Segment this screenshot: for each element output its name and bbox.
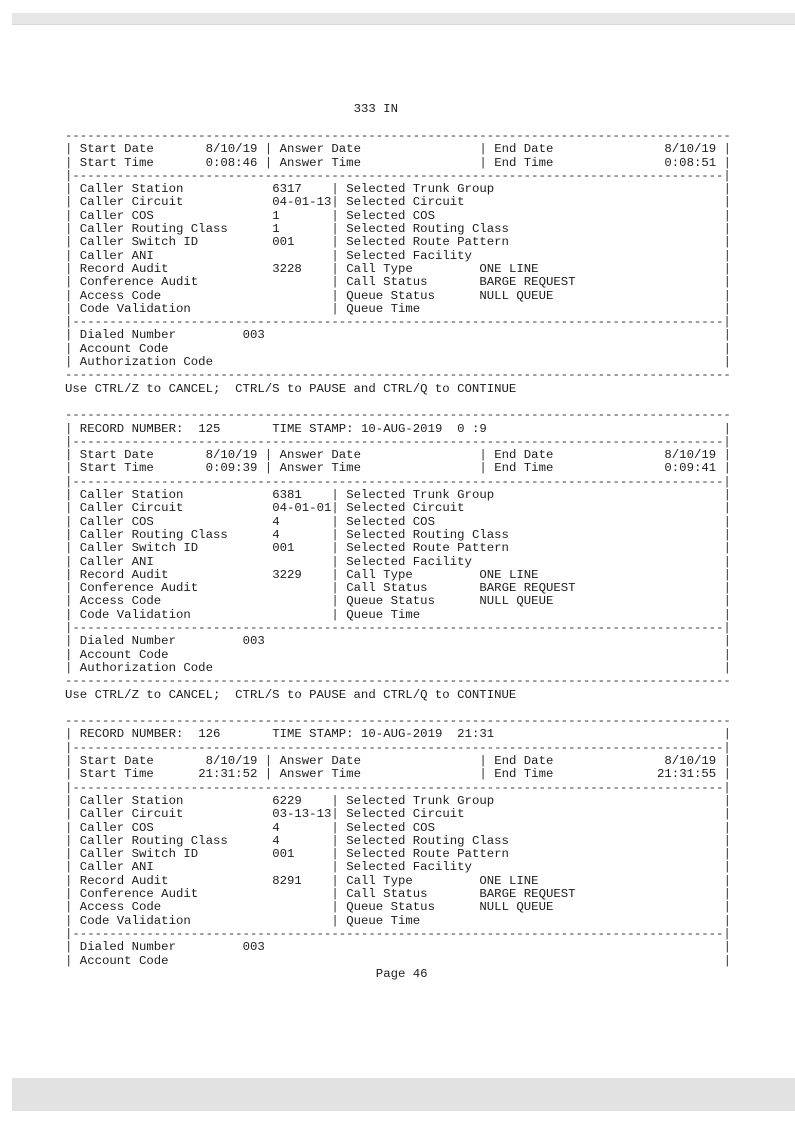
right-border: | (723, 328, 731, 343)
right-border: | (723, 594, 731, 609)
caller-field-label: Caller Switch ID (79, 235, 199, 250)
left-border: | (65, 155, 73, 170)
selected-field-label: Selected Trunk Group (346, 793, 495, 808)
right-border: | (723, 514, 731, 529)
caller-field-label: Caller COS (79, 820, 154, 835)
caller-circuit-value: 04-01-13 (272, 195, 332, 210)
column-divider: | (479, 767, 487, 782)
dashed-rule: |----------------------------------------------------------------------------------------| (65, 434, 731, 449)
selected-field-label: Call Type (346, 873, 413, 888)
column-divider: | (264, 448, 273, 463)
column-divider: | (331, 607, 339, 622)
left-border: | (65, 554, 73, 569)
end-time-label: End Time (494, 767, 554, 782)
caller-cos-value: 4 (272, 514, 280, 529)
caller-station-value: 6381 (272, 488, 302, 503)
left-border: | (65, 634, 73, 649)
column-divider: | (331, 195, 339, 210)
dashed-rule: ------------------------------------------------------------------------------------------ (65, 714, 731, 729)
caller-field-label: Caller ANI (79, 248, 154, 263)
left-border: | (65, 567, 73, 582)
selected-field-label: Selected Circuit (346, 807, 465, 822)
selected-field-label: Selected Facility (346, 248, 472, 263)
dashed-rule: ------------------------------------------------------------------------------------------ (65, 128, 731, 143)
left-border: | (65, 900, 73, 915)
right-border: | (723, 940, 731, 955)
column-divider: | (479, 448, 487, 463)
column-divider: | (331, 833, 339, 848)
selected-field-label: Queue Time (346, 607, 421, 622)
left-border: | (65, 887, 73, 902)
right-border: | (723, 913, 731, 928)
caller-field-label: Conference Audit (79, 581, 199, 596)
end-date-label: End Date (494, 448, 554, 463)
caller-field-label: Caller Routing Class (79, 833, 228, 848)
caller-cos-value: 1 (272, 208, 280, 223)
call-detail-report-page (65, 0, 765, 1123)
selected-field-label: Selected Facility (346, 860, 472, 875)
record-number-label: RECORD NUMBER: (79, 421, 184, 436)
right-border: | (723, 567, 731, 582)
dialed-number-value: 003 (242, 328, 265, 343)
end-date-value: 8/10/19 (664, 754, 717, 769)
authorization-code-label: Authorization Code (79, 355, 213, 370)
right-border: | (723, 647, 731, 662)
left-border: | (65, 581, 73, 596)
column-divider: | (331, 275, 339, 290)
start-time-value: 0:09:39 (205, 461, 258, 476)
right-border: | (723, 301, 731, 316)
right-border: | (723, 288, 731, 303)
caller-routing-class-value: 4 (272, 833, 280, 848)
record-audit-value: 8291 (272, 873, 302, 888)
start-date-label: Start Date (79, 142, 154, 157)
selected-field-label: Selected COS (346, 820, 435, 835)
column-divider: | (331, 527, 339, 542)
right-border: | (723, 541, 731, 556)
column-divider: | (331, 501, 339, 516)
start-time-label: Start Time (79, 461, 154, 476)
dialed-number-value: 003 (242, 940, 265, 955)
selected-field-label: Selected Trunk Group (346, 182, 495, 197)
left-border: | (65, 514, 73, 529)
dashed-rule: |----------------------------------------------------------------------------------------| (65, 621, 731, 636)
selected-field-label: Queue Time (346, 301, 421, 316)
column-divider: | (331, 182, 339, 197)
account-code-label: Account Code (79, 647, 169, 662)
dashed-rule: |----------------------------------------------------------------------------------------| (65, 315, 731, 330)
right-border: | (723, 793, 731, 808)
dashed-rule: |----------------------------------------------------------------------------------------| (65, 474, 731, 489)
left-border: | (65, 328, 73, 343)
column-divider: | (479, 754, 487, 769)
caller-circuit-value: 03-13-13 (272, 807, 332, 822)
right-border: | (723, 421, 731, 436)
answer-time-label: Answer Time (279, 155, 361, 170)
column-divider: | (331, 208, 339, 223)
column-divider: | (331, 900, 339, 915)
left-border: | (65, 767, 73, 782)
left-border: | (65, 660, 73, 675)
selected-field-label: Selected Routing Class (346, 222, 509, 237)
end-time-value: 0:09:41 (664, 461, 717, 476)
answer-date-label: Answer Date (279, 142, 361, 157)
record-audit-value: 3229 (272, 567, 302, 582)
queue-status-value: NULL QUEUE (479, 900, 554, 915)
right-border: | (723, 860, 731, 875)
caller-field-label: Caller ANI (79, 860, 154, 875)
dialed-number-label: Dialed Number (79, 940, 176, 955)
selected-field-label: Call Type (346, 261, 413, 276)
start-date-value: 8/10/19 (205, 754, 258, 769)
end-date-value: 8/10/19 (664, 448, 717, 463)
time-stamp-label: TIME STAMP: (272, 421, 354, 436)
left-border: | (65, 807, 73, 822)
call-status-value: BARGE REQUEST (479, 887, 576, 902)
right-border: | (723, 887, 731, 902)
answer-date-label: Answer Date (279, 448, 361, 463)
column-divider: | (331, 567, 339, 582)
right-border: | (723, 208, 731, 223)
caller-field-label: Record Audit (79, 261, 169, 276)
left-border: | (65, 860, 73, 875)
left-border: | (65, 940, 73, 955)
right-border: | (723, 900, 731, 915)
dialed-number-label: Dialed Number (79, 328, 176, 343)
right-border: | (723, 873, 731, 888)
record-audit-value: 3228 (272, 261, 302, 276)
caller-station-value: 6317 (272, 182, 302, 197)
column-divider: | (331, 514, 339, 529)
column-divider: | (331, 261, 339, 276)
right-border: | (723, 554, 731, 569)
call-type-value: ONE LINE (479, 567, 539, 582)
dashed-rule: |----------------------------------------------------------------------------------------| (65, 926, 731, 941)
caller-field-label: Conference Audit (79, 887, 199, 902)
start-time-label: Start Time (79, 767, 154, 782)
left-border: | (65, 913, 73, 928)
answer-date-label: Answer Date (279, 754, 361, 769)
column-divider: | (331, 887, 339, 902)
account-code-label: Account Code (79, 341, 169, 356)
caller-field-label: Caller Station (79, 488, 184, 503)
column-divider: | (331, 301, 339, 316)
start-date-label: Start Date (79, 754, 154, 769)
left-border: | (65, 195, 73, 210)
dashed-rule: ------------------------------------------------------------------------------------------ (65, 408, 731, 423)
right-border: | (723, 501, 731, 516)
record-number-value: 126 (198, 727, 221, 742)
column-divider: | (331, 248, 339, 263)
answer-time-label: Answer Time (279, 767, 361, 782)
authorization-code-label: Authorization Code (79, 660, 213, 675)
caller-field-label: Code Validation (79, 607, 191, 622)
column-divider: | (264, 754, 273, 769)
right-border: | (723, 261, 731, 276)
answer-time-label: Answer Time (279, 461, 361, 476)
record-number-value: 125 (198, 421, 221, 436)
caller-switch-id-value: 001 (272, 235, 295, 250)
left-border: | (65, 754, 73, 769)
column-divider: | (331, 594, 339, 609)
left-border: | (65, 288, 73, 303)
caller-field-label: Caller Switch ID (79, 847, 199, 862)
right-border: | (723, 448, 731, 463)
column-divider: | (331, 581, 339, 596)
end-date-value: 8/10/19 (664, 142, 717, 157)
selected-field-label: Selected Route Pattern (346, 847, 509, 862)
left-border: | (65, 847, 73, 862)
caller-field-label: Caller Station (79, 793, 184, 808)
left-border: | (65, 820, 73, 835)
selected-field-label: Selected Route Pattern (346, 541, 509, 556)
column-divider: | (264, 767, 273, 782)
start-date-label: Start Date (79, 448, 154, 463)
caller-field-label: Caller Station (79, 182, 184, 197)
selected-field-label: Selected COS (346, 208, 435, 223)
account-code-label: Account Code (79, 953, 169, 968)
start-time-label: Start Time (79, 155, 154, 170)
time-stamp-label: TIME STAMP: (272, 727, 354, 742)
time-stamp-value: 10-AUG-2019 0 :9 (361, 421, 487, 436)
right-border: | (723, 355, 731, 370)
right-border: | (723, 142, 731, 157)
selected-field-label: Queue Status (346, 594, 435, 609)
right-border: | (723, 461, 731, 476)
column-divider: | (331, 820, 339, 835)
left-border: | (65, 873, 73, 888)
right-border: | (723, 222, 731, 237)
dialed-number-value: 003 (242, 634, 265, 649)
right-border: | (723, 807, 731, 822)
right-border: | (723, 581, 731, 596)
selected-field-label: Selected Circuit (346, 195, 465, 210)
caller-switch-id-value: 001 (272, 541, 295, 556)
right-border: | (723, 833, 731, 848)
left-border: | (65, 208, 73, 223)
record-number-label: RECORD NUMBER: (79, 727, 184, 742)
column-divider: | (331, 847, 339, 862)
left-border: | (65, 341, 73, 356)
left-border: | (65, 953, 73, 968)
right-border: | (723, 660, 731, 675)
column-divider: | (331, 873, 339, 888)
column-divider: | (331, 807, 339, 822)
right-border: | (723, 607, 731, 622)
left-border: | (65, 594, 73, 609)
left-border: | (65, 222, 73, 237)
selected-field-label: Selected Circuit (346, 501, 465, 516)
selected-field-label: Selected Facility (346, 554, 472, 569)
queue-status-value: NULL QUEUE (479, 594, 554, 609)
left-border: | (65, 142, 73, 157)
report-header: 333 IN (353, 102, 398, 117)
right-border: | (723, 953, 731, 968)
caller-field-label: Code Validation (79, 913, 191, 928)
dashed-rule: |----------------------------------------------------------------------------------------| (65, 168, 731, 183)
caller-field-label: Access Code (79, 288, 162, 303)
column-divider: | (264, 155, 273, 170)
call-status-value: BARGE REQUEST (479, 581, 576, 596)
caller-circuit-value: 04-01-01 (272, 501, 332, 516)
start-date-value: 8/10/19 (205, 142, 258, 157)
left-border: | (65, 527, 73, 542)
left-border: | (65, 607, 73, 622)
dashed-rule: |----------------------------------------------------------------------------------------| (65, 780, 731, 795)
selected-field-label: Call Type (346, 567, 413, 582)
end-date-label: End Date (494, 142, 554, 157)
right-border: | (723, 182, 731, 197)
left-border: | (65, 248, 73, 263)
column-divider: | (331, 793, 339, 808)
column-divider: | (331, 860, 339, 875)
call-type-value: ONE LINE (479, 261, 539, 276)
column-divider: | (331, 235, 339, 250)
caller-field-label: Caller Switch ID (79, 541, 199, 556)
end-time-value: 0:08:51 (664, 155, 717, 170)
selected-field-label: Queue Time (346, 913, 421, 928)
end-time-label: End Time (494, 155, 554, 170)
right-border: | (723, 235, 731, 250)
caller-field-label: Caller COS (79, 208, 154, 223)
caller-field-label: Record Audit (79, 873, 169, 888)
end-time-value: 21:31:55 (657, 767, 717, 782)
selected-field-label: Selected Routing Class (346, 833, 509, 848)
left-border: | (65, 647, 73, 662)
column-divider: | (479, 461, 487, 476)
caller-cos-value: 4 (272, 820, 280, 835)
caller-field-label: Caller Routing Class (79, 222, 228, 237)
left-border: | (65, 261, 73, 276)
selected-field-label: Call Status (346, 887, 428, 902)
start-time-value: 21:31:52 (198, 767, 258, 782)
left-border: | (65, 235, 73, 250)
caller-station-value: 6229 (272, 793, 302, 808)
left-border: | (65, 182, 73, 197)
selected-field-label: Queue Status (346, 900, 435, 915)
column-divider: | (331, 541, 339, 556)
right-border: | (723, 727, 731, 742)
caller-field-label: Caller Circuit (79, 195, 184, 210)
right-border: | (723, 275, 731, 290)
left-border: | (65, 488, 73, 503)
caller-field-label: Record Audit (79, 567, 169, 582)
column-divider: | (331, 554, 339, 569)
caller-field-label: Caller Circuit (79, 501, 184, 516)
control-hint-text: Use CTRL/Z to CANCEL; CTRL/S to PAUSE and CTRL/Q to CONTINUE (65, 381, 517, 396)
right-border: | (723, 248, 731, 263)
start-date-value: 8/10/19 (205, 448, 258, 463)
right-border: | (723, 155, 731, 170)
end-time-label: End Time (494, 461, 554, 476)
left-border: | (65, 301, 73, 316)
left-border: | (65, 355, 73, 370)
left-border: | (65, 501, 73, 516)
dialed-number-label: Dialed Number (79, 634, 176, 649)
left-border: | (65, 833, 73, 848)
selected-field-label: Call Status (346, 275, 428, 290)
column-divider: | (479, 142, 487, 157)
left-border: | (65, 793, 73, 808)
column-divider: | (264, 461, 273, 476)
column-divider: | (331, 288, 339, 303)
end-date-label: End Date (494, 754, 554, 769)
caller-field-label: Access Code (79, 594, 162, 609)
caller-field-label: Conference Audit (79, 275, 199, 290)
page-number: Page 46 (375, 966, 428, 981)
call-status-value: BARGE REQUEST (479, 275, 576, 290)
column-divider: | (331, 913, 339, 928)
caller-routing-class-value: 4 (272, 527, 280, 542)
left-border: | (65, 541, 73, 556)
right-border: | (723, 820, 731, 835)
right-border: | (723, 767, 731, 782)
control-hint-text: Use CTRL/Z to CANCEL; CTRL/S to PAUSE and CTRL/Q to CONTINUE (65, 687, 517, 702)
time-stamp-value: 10-AUG-2019 21:31 (361, 727, 495, 742)
right-border: | (723, 634, 731, 649)
right-border: | (723, 195, 731, 210)
caller-field-label: Access Code (79, 900, 162, 915)
dashed-rule: |----------------------------------------------------------------------------------------| (65, 740, 731, 755)
right-border: | (723, 847, 731, 862)
call-type-value: ONE LINE (479, 873, 539, 888)
selected-field-label: Call Status (346, 581, 428, 596)
scan-bottom-edge (12, 1078, 795, 1111)
caller-field-label: Caller COS (79, 514, 154, 529)
left-border: | (65, 727, 73, 742)
dashed-rule: ------------------------------------------------------------------------------------------ (65, 674, 731, 689)
selected-field-label: Selected Routing Class (346, 527, 509, 542)
column-divider: | (331, 488, 339, 503)
column-divider: | (479, 155, 487, 170)
selected-field-label: Selected Trunk Group (346, 488, 495, 503)
caller-field-label: Caller Circuit (79, 807, 184, 822)
caller-field-label: Code Validation (79, 301, 191, 316)
selected-field-label: Selected COS (346, 514, 435, 529)
left-border: | (65, 421, 73, 436)
right-border: | (723, 341, 731, 356)
caller-switch-id-value: 001 (272, 847, 295, 862)
caller-routing-class-value: 1 (272, 222, 280, 237)
queue-status-value: NULL QUEUE (479, 288, 554, 303)
left-border: | (65, 275, 73, 290)
selected-field-label: Queue Status (346, 288, 435, 303)
right-border: | (723, 527, 731, 542)
right-border: | (723, 488, 731, 503)
selected-field-label: Selected Route Pattern (346, 235, 509, 250)
right-border: | (723, 754, 731, 769)
column-divider: | (264, 142, 273, 157)
left-border: | (65, 448, 73, 463)
column-divider: | (331, 222, 339, 237)
caller-field-label: Caller ANI (79, 554, 154, 569)
dashed-rule: ------------------------------------------------------------------------------------------ (65, 368, 731, 383)
left-border: | (65, 461, 73, 476)
caller-field-label: Caller Routing Class (79, 527, 228, 542)
start-time-value: 0:08:46 (205, 155, 258, 170)
